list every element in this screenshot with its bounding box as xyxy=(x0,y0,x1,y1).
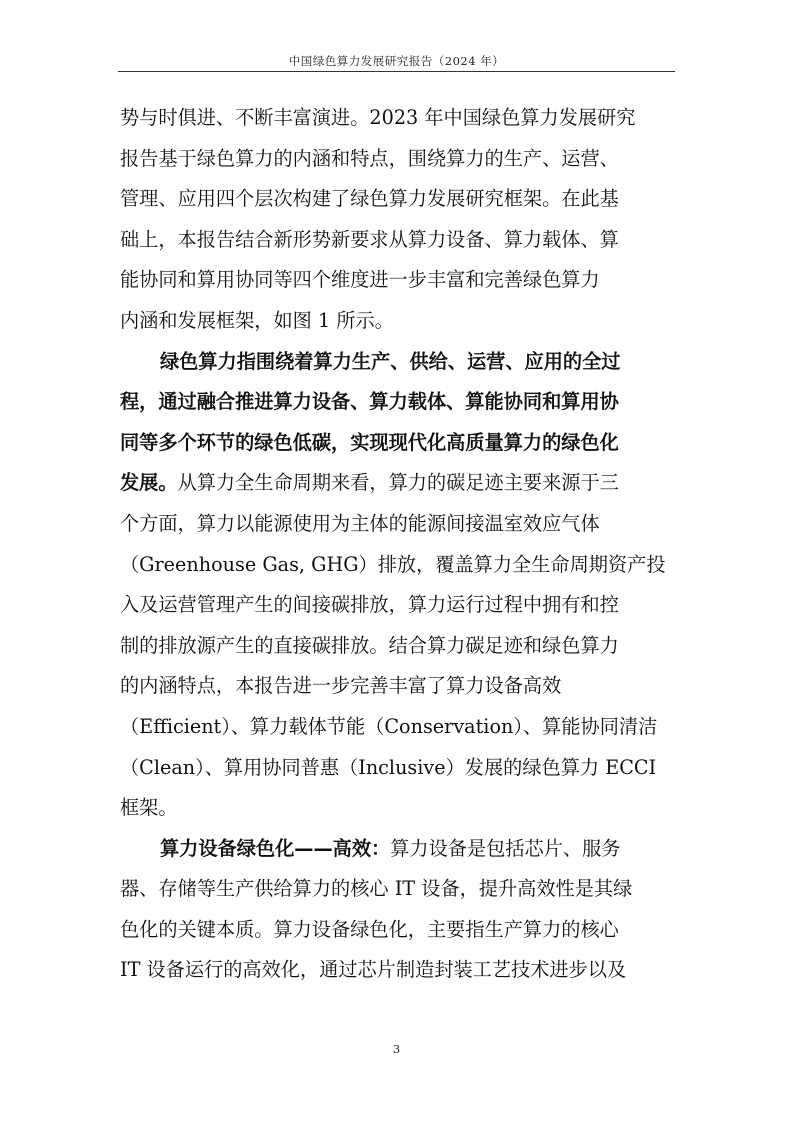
text-segment: 的内涵特点，本报告进一步完善丰富了算力设备高效 xyxy=(120,674,562,698)
bold-text-segment: 绿色算力指围绕着算力生产、供给、运营、应用的全过 xyxy=(160,349,621,373)
text-line xyxy=(120,504,674,545)
text-line xyxy=(120,707,674,748)
text-segment: IT 设备运行的高效化，通过芯片制造封装工艺技术进步以及 xyxy=(120,958,627,982)
text-segment: 管理、应用四个层次构建了绿色算力发展研究框架。在此基 xyxy=(120,187,619,211)
text-line xyxy=(120,463,674,504)
text-line xyxy=(120,666,674,707)
text-line xyxy=(120,301,674,342)
text-line xyxy=(120,950,674,991)
text-segment: （Clean）、算用协同普惠（Inclusive）发展的绿色算力 ECCI xyxy=(120,755,657,779)
text-segment: 算力设备是包括芯片、服务 xyxy=(390,836,621,860)
text-line xyxy=(120,585,674,626)
text-line xyxy=(120,788,674,829)
text-line xyxy=(120,260,674,301)
text-line xyxy=(120,869,674,910)
text-line xyxy=(120,220,674,261)
text-segment: 色化的关键本质。算力设备绿色化，主要指生产算力的核心 xyxy=(120,917,619,941)
text-segment: 能协同和算用协同等四个维度进一步丰富和完善绿色算力 xyxy=(120,268,600,292)
text-line xyxy=(120,423,674,464)
text-segment: （Efficient）、算力载体节能（Conservation）、算能协同清洁 xyxy=(120,714,658,738)
text-segment: 制的排放源产生的直接碳排放。结合算力碳足迹和绿色算力 xyxy=(120,633,619,657)
text-line xyxy=(120,829,674,870)
text-line xyxy=(120,98,674,139)
body-text xyxy=(120,98,674,991)
text-line xyxy=(120,382,674,423)
text-line xyxy=(120,342,674,383)
bold-text-segment: 同等多个环节的绿色低碳，实现现代化高质量算力的绿色化 xyxy=(120,430,619,454)
bold-text-segment: 发展。 xyxy=(120,471,178,495)
header-divider xyxy=(118,71,675,72)
text-line xyxy=(120,545,674,586)
text-segment: 器、存储等生产供给算力的核心 IT 设备，提升高效性是其绿 xyxy=(120,877,633,901)
text-line xyxy=(120,748,674,789)
text-segment: （Greenhouse Gas, GHG）排放，覆盖算力全生命周期资产投 xyxy=(120,552,666,576)
page-number: 3 xyxy=(392,1042,401,1056)
bold-text-segment: 程，通过融合推进算力设备、算力载体、算能协同和算用协 xyxy=(120,390,619,414)
text-segment: 个方面，算力以能源使用为主体的能源间接温室效应气体 xyxy=(120,511,600,535)
text-segment: 内涵和发展框架，如图 1 所示。 xyxy=(120,308,394,332)
text-segment: 势与时俱进、不断丰富演进。2023 年中国绿色算力发展研究 xyxy=(120,106,636,129)
bold-text-segment: 算力设备绿色化——高效： xyxy=(160,836,391,860)
text-segment: 入及运营管理产生的间接碳排放，算力运行过程中拥有和控 xyxy=(120,593,619,617)
page-header-title: 中国绿色算力发展研究报告（2024 年） xyxy=(288,54,505,68)
text-segment: 础上，本报告结合新形势新要求从算力设备、算力载体、算 xyxy=(120,227,619,251)
text-line xyxy=(120,910,674,951)
text-line xyxy=(120,179,674,220)
text-segment: 从算力全生命周期来看，算力的碳足迹主要来源于三 xyxy=(177,471,619,495)
text-segment: 框架。 xyxy=(120,796,178,820)
text-line xyxy=(120,139,674,180)
text-segment: 报告基于绿色算力的内涵和特点，围绕算力的生产、运营、 xyxy=(120,146,619,170)
text-line xyxy=(120,626,674,667)
